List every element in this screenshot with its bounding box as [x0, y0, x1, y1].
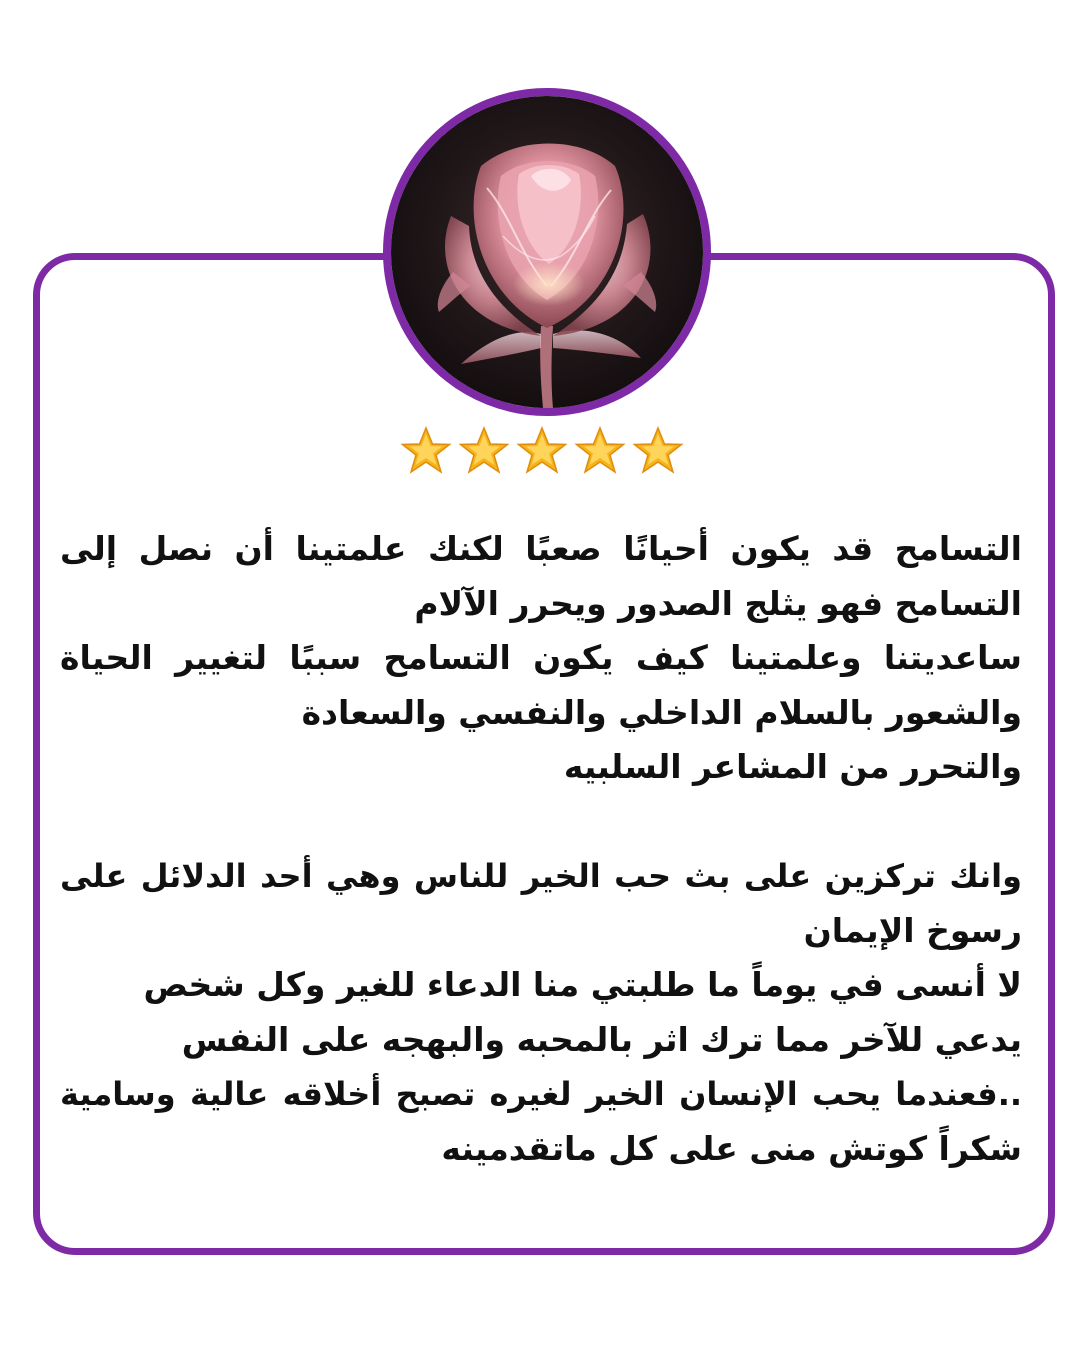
star-icon	[632, 425, 684, 477]
review-line: التسامح قد يكون أحيانًا صعبًا لكنك علمتينا أن نصل إلى	[60, 529, 1022, 568]
avatar	[383, 88, 711, 416]
review-line: والتحرر من المشاعر السلبيه	[563, 747, 1022, 786]
review-line: والشعور بالسلام الداخلي والنفسي والسعادة	[301, 692, 1022, 732]
review-line: رسوخ الإيمان	[803, 910, 1022, 950]
review-line: ..فعندما يحب الإنسان الخير لغيره تصبح أخلاقه عالية وسامية	[60, 1075, 1022, 1113]
review-text	[60, 522, 1022, 1176]
paragraph-gap	[60, 795, 1022, 850]
review-line: التسامح فهو يثلج الصدور ويحرر الآلام	[414, 583, 1022, 623]
star-icon	[574, 425, 626, 477]
rose-image	[391, 96, 703, 408]
star-icon	[516, 425, 568, 477]
review-line: لا أنسى في يوماً ما طلبتي منا الدعاء للغير وكل شخص	[143, 965, 1022, 1004]
star-rating	[400, 425, 684, 481]
review-line: ساعديتنا وعلمتينا كيف يكون التسامح سببًا لتغيير الحياة	[60, 638, 1022, 677]
star-icon	[400, 425, 452, 477]
review-line: يدعي للآخر مما ترك اثر بالمحبه والبهجه على النفس	[181, 1019, 1022, 1059]
star-icon	[458, 425, 510, 477]
review-line: وانك تركزين على بث حب الخير للناس وهي أحد الدلائل على	[60, 857, 1022, 895]
review-line: شكراً كوتش منى على كل ماتقدمينه	[441, 1128, 1022, 1168]
